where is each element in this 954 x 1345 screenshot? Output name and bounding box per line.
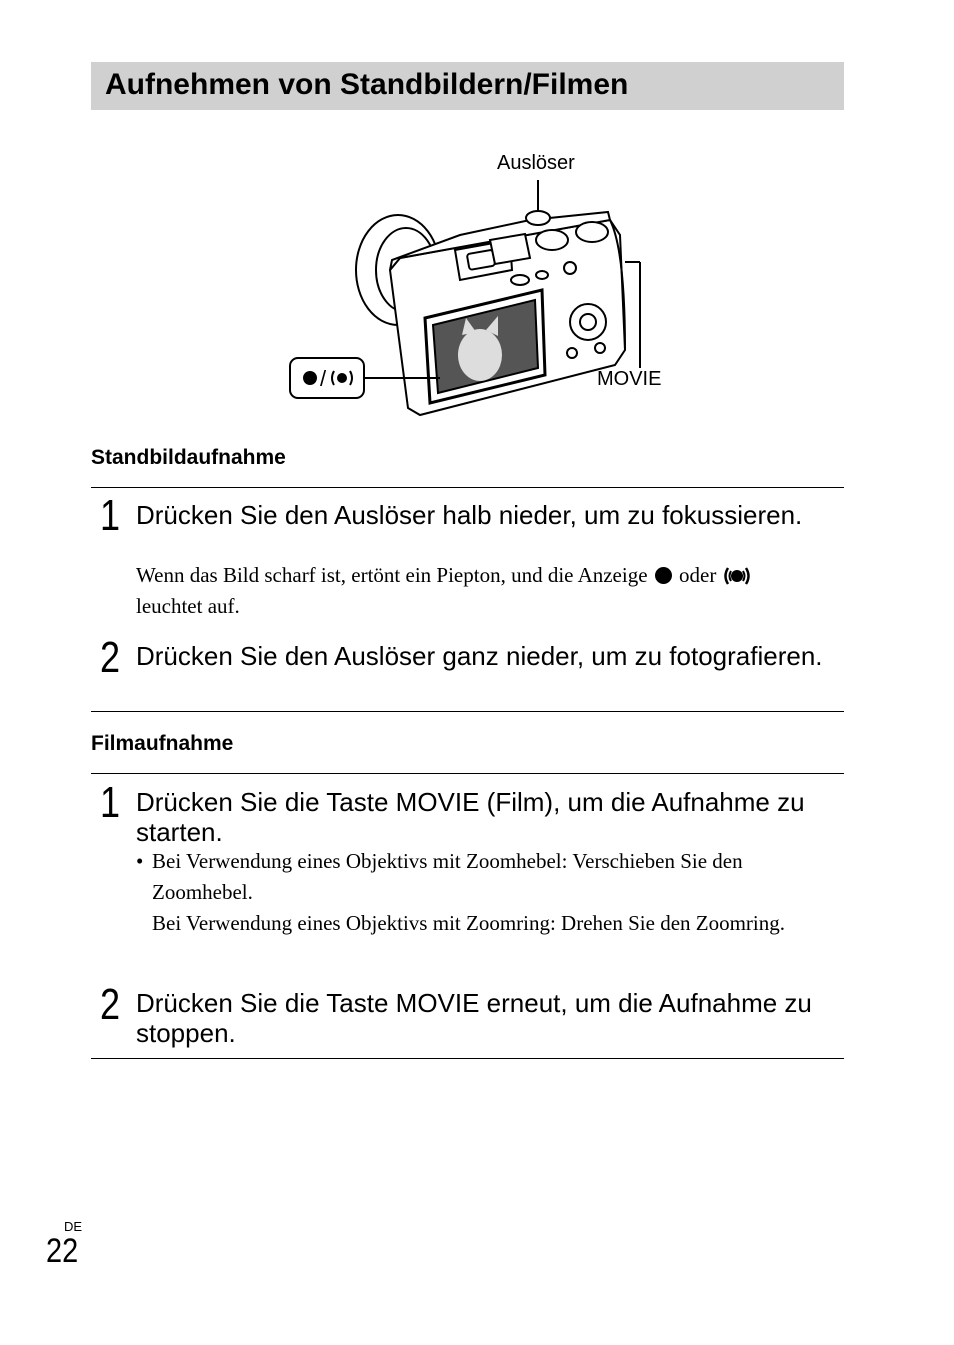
page-number: 22 — [46, 1232, 79, 1270]
movie-step1-number: 1 — [100, 778, 121, 827]
page-title: Aufnehmen von Standbildern/Filmen — [105, 68, 629, 101]
focus-indicator-icon — [655, 567, 672, 584]
still-step1-detail-mid: oder — [679, 563, 717, 587]
camera-illustration — [280, 140, 700, 430]
still-step1-detail — [136, 560, 841, 622]
movie-step1-text: Drücken Sie die Taste MOVIE (Film), um die Aufnahme zu starten. — [136, 787, 805, 847]
still-top-rule — [91, 487, 844, 488]
still-step1-detail-after: leuchtet auf. — [136, 594, 240, 618]
movie-heading: Filmaufnahme — [91, 732, 234, 755]
shutter-label: Auslöser — [497, 152, 575, 174]
movie-top-rule — [91, 773, 844, 774]
movie-step2-text: Drücken Sie die Taste MOVIE erneut, um die Aufnahme zu stoppen. — [136, 988, 812, 1048]
movie-step2-number: 2 — [100, 980, 121, 1029]
bullet: • — [136, 849, 144, 873]
still-step1-number: 1 — [100, 491, 121, 540]
still-heading: Standbildaufnahme — [91, 446, 286, 469]
continuous-focus-icon — [722, 565, 752, 587]
still-bottom-rule — [91, 711, 844, 712]
still-step2-number: 2 — [100, 633, 121, 682]
title-bar — [91, 62, 844, 110]
movie-step1-detail — [136, 846, 841, 939]
still-step1-detail-before: Wenn das Bild scharf ist, ertönt ein Piepton, und die Anzeige — [136, 563, 648, 587]
svg-text:/: / — [320, 366, 327, 391]
movie-bottom-rule — [91, 1058, 844, 1059]
movie-label: MOVIE — [597, 368, 662, 390]
movie-step1-detail-line1: Bei Verwendung eines Objektivs mit Zoomhebel: Verschieben Sie den Zoomhebel. — [152, 849, 743, 904]
movie-step1-detail-line2: Bei Verwendung eines Objektivs mit Zoomring: Drehen Sie den Zoomring. — [152, 911, 786, 935]
camera-drawing — [280, 140, 700, 430]
page-language: DE — [64, 1219, 83, 1234]
still-step1-text: Drücken Sie den Auslöser halb nieder, um zu fokussieren. — [136, 500, 803, 530]
still-step2-text: Drücken Sie den Auslöser ganz nieder, um zu fotografieren. — [136, 641, 823, 671]
